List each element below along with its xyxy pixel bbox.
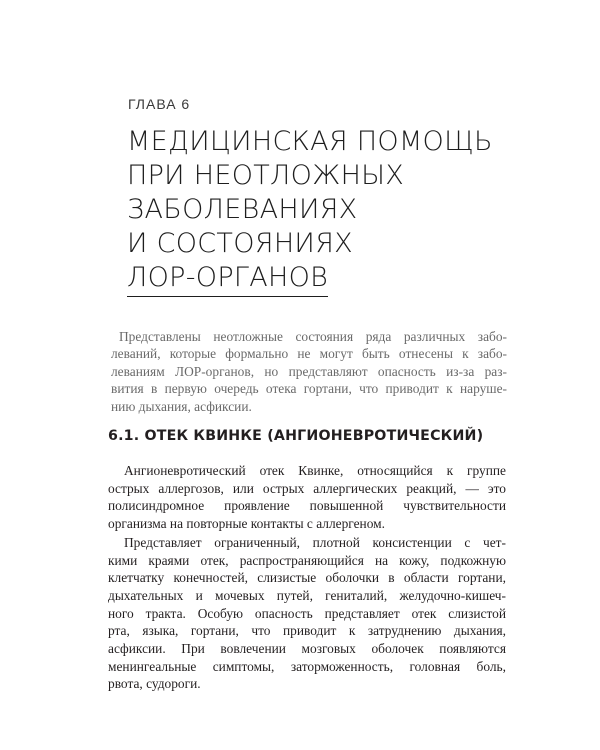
intro-line: леваниям ЛОР-органов, но представляют опасность из-за раз- [111,363,507,379]
chapter-title-line: ПРИ НЕОТЛОЖНЫХ [127,160,405,191]
chapter-title-line: И СОСТОЯНИЯХ [127,228,353,259]
chapter-title-line: ЗАБОЛЕВАНИЯХ [127,194,358,225]
chapter-title [127,125,547,297]
chapter-title-line: МЕДИЦИНСКАЯ ПОМОЩЬ [127,126,493,157]
body-paragraph [108,462,506,533]
body-line: острых аллергозов, или острых аллергических реакций, — это [108,480,506,496]
chapter-label: ГЛАВА 6 [128,96,191,112]
chapter-title-line-last [127,261,547,297]
intro-line: вития в первую очередь отека гортани, что приводит к наруше- [111,381,507,397]
section-body [108,462,506,693]
body-line: организма на повторные контакты с аллергеном. [108,516,385,532]
body-line: ного тракта. Особую опасность представляет отек слизистой [108,605,506,621]
section-heading: 6.1. ОТЕК КВИНКЕ (АНГИОНЕВРОТИЧЕСКИЙ) [108,428,484,444]
chapter-intro [111,328,507,415]
body-line: асфиксии. При вовлечении мозговых оболочек появляются [108,641,506,657]
body-line: Ангионевротический отек Квинке, относящийся к группе [124,463,506,478]
body-line: полисиндромное проявление повышенной чувствительности [108,498,506,514]
intro-line: Представлены неотложные состояния ряда различных забо- [119,329,507,344]
body-line: рвота, судороги. [108,676,201,692]
body-line: кими краями отек, распространяющийся на кожу, подкожную [108,552,506,568]
body-line: менингеальные симптомы, заторможенность, головная боль, [108,658,506,674]
body-line: Представляет ограниченный, плотной консистенции с чет- [124,534,506,550]
body-line: рта, языка, гортани, что приводит к затруднению дыхания, [108,623,506,639]
body-line: клетчатку конечностей, слизистые оболочки в области гортани, [108,570,506,586]
intro-line: леваний, которые формально не могут быть отнесены к забо- [111,346,507,362]
body-paragraph [108,534,506,693]
intro-line: нию дыхания, асфиксии. [111,398,252,414]
chapter-title-underlined-text: ЛОР-ОРГАНОВ [127,261,328,297]
body-line: дыхательных и мочевых путей, гениталий, желудочно-кишеч- [108,587,506,603]
